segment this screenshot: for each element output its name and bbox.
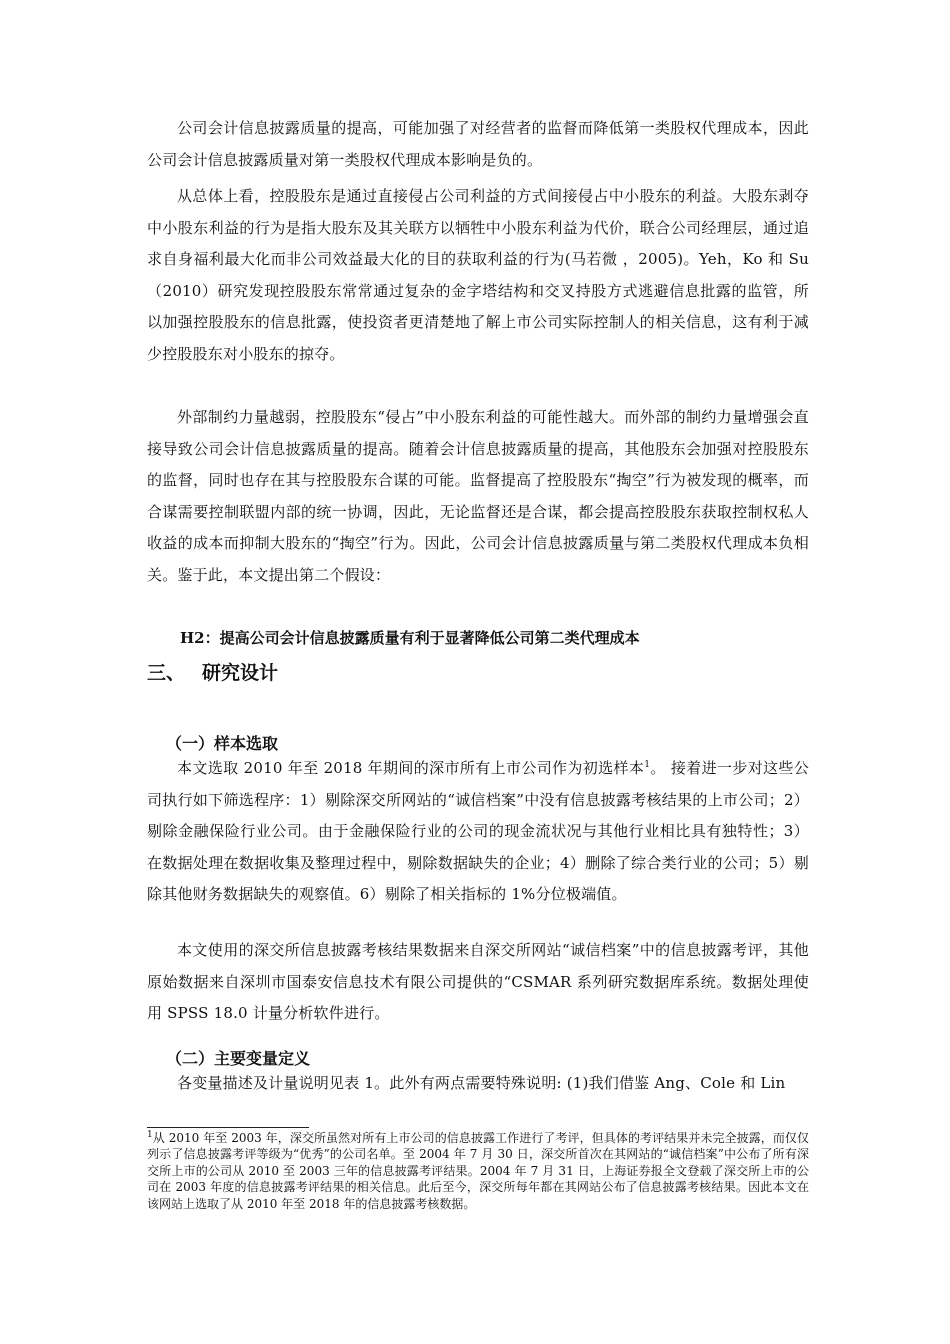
paragraph-external-constraint: 外部制约力量越弱，控股股东“侵占”中小股东利益的可能性越大。而外部的制约力量增强会直接导致公司会计信息披露质量的提高。随着会计信息披露质量的提高，其他股东会加强对控股股东的监督，同时也存在其与控股股东合谋的可能。监督提高了控股股东“掏空”行为被发现的概率，而合谋需要控制联盟内部的统一协调，因此，无论监督还是合谋，都会提高控股股东获取控制权私人收益的成本而抑制大股东的“掏空”行为。因此，公司会计信息披露质量与第二类股权代理成本负相关。鉴于此，本文提出第二个假设： <box>147 408 809 584</box>
section-number: 三、 <box>147 662 186 684</box>
subsection-heading-sample: （一）样本选取 <box>166 734 279 753</box>
footnote-mark: 1 <box>147 1130 153 1140</box>
paragraph-data-source: 本文使用的深交所信息披露考核结果数据来自深交所网站“诚信档案”中的信息披露考评，其他原始数据来自深圳市国泰安信息技术有限公司提供的“CSMAR 系列研究数据库系统。数据处理使用 SPSS 18.0 计量分析软件进行。 <box>147 941 809 1022</box>
paragraph-variable-definition: 各变量描述及计量说明见表 1。此外有两点需要特殊说明: (1)我们借鉴 Ang、Cole 和 Lin <box>177 1074 786 1092</box>
paragraph-agency-cost-type1: 公司会计信息披露质量的提高，可能加强了对经营者的监督而降低第一类股权代理成本，因此公司会计信息披露质量对第一类股权代理成本影响是负的。 <box>147 119 809 169</box>
sample-text: 本文选取 2010 年至 2018 年期间的深市所有上市公司作为初选样本 <box>177 759 645 777</box>
footnote <box>147 1130 809 1212</box>
sample-text-rest: 。 接着进一步对这些公司执行如下筛选程序：1）剔除深交所网站的“诚信档案”中没有信息披露考核结果的上市公司；2）剔除金融保险行业公司。由于金融保险行业的公司的现金流状况与其他行业相比具有独特性；3）在数据处理在数据收集及整理过程中，剔除数据缺失的企业；4）删除了综合类行业的公司；5）剔除其他财务数据缺失的观察值。6）剔除了相关指标的 1%分位极端值。 <box>147 759 809 903</box>
subsection-heading-variables: （二）主要变量定义 <box>166 1049 311 1068</box>
footnote-reference[interactable]: 1 <box>644 760 651 770</box>
footnote-text: 从 2010 年至 2003 年，深交所虽然对所有上市公司的信息披露工作进行了考评，但具体的考评结果并未完全披露，而仅仅列示了信息披露考评等级为“优秀”的公司名单。至 2004 年 7 月 30 日，深交所首次在其网站的“诚信档案”中公布了所有深交所上市的公司从 2010 至 2003 三年的信息披露考评结果。2004 年 7 月 31 日，上海证券报全文登载了深交所上市的公司在 2003 年度的信息披露考评结果的相关信息。此后至今，深交所每年都在其网站公布了信息披露考核结果。因此本文在该网站上选取了从 2010 年至 2018 年的信息披露考核数据。 <box>147 1131 809 1211</box>
footnote-divider <box>147 1127 309 1128</box>
section-title: 研究设计 <box>202 662 279 684</box>
section-heading <box>147 658 278 688</box>
hypothesis-h2: H2：提高公司会计信息披露质量有利于显著降低公司第二类代理成本 <box>180 629 640 647</box>
paragraph-controlling-shareholder: 从总体上看，控股股东是通过直接侵占公司利益的方式间接侵占中小股东的利益。大股东剥夺中小股东利益的行为是指大股东及其关联方以牺牲中小股东利益为代价，联合公司经理层，通过追求自身福利最大化而非公司效益最大化的目的获取利益的行为(马若微 ，2005)。Yeh，Ko 和 Su（2010）研究发现控股股东常常通过复杂的金字塔结构和交叉持股方式逃避信息批露的监管，所以加强控股股东的信息批露，使投资者更清楚地了解上市公司实际控制人的相关信息，这有利于减少控股股东对小股东的掠夺。 <box>147 187 809 363</box>
paragraph-sample-selection <box>147 753 809 911</box>
